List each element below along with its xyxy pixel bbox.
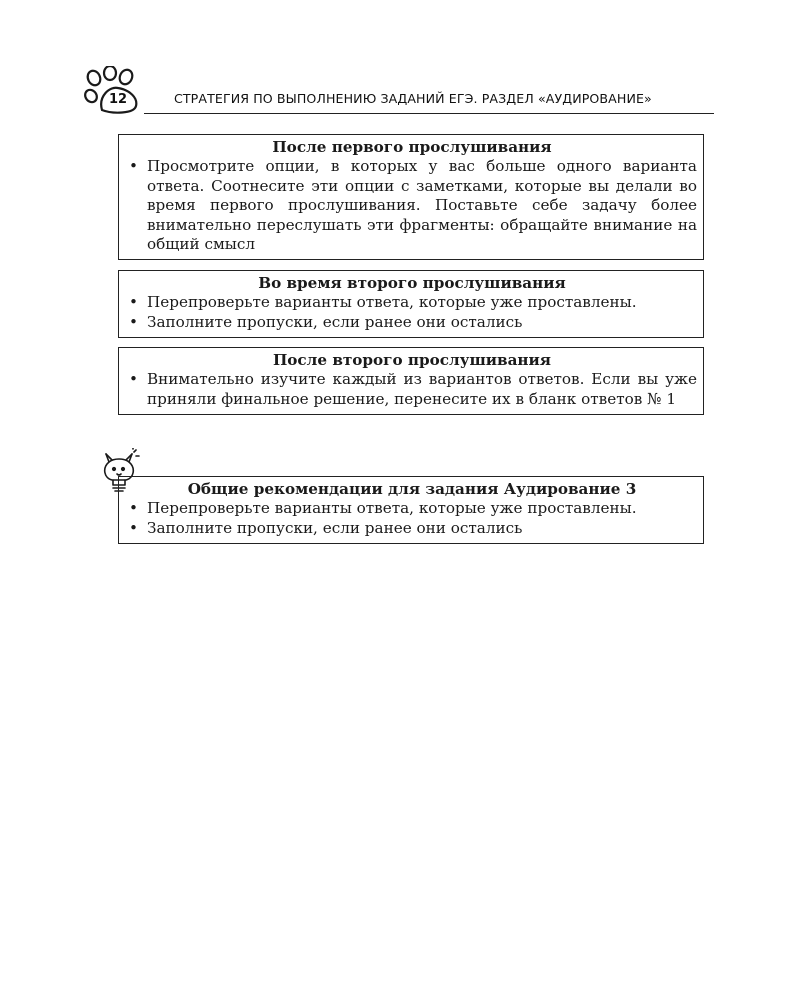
page-number: 12 xyxy=(108,92,128,107)
box-during-second-listening xyxy=(118,270,704,338)
box-title: Во время второго прослушивания xyxy=(258,274,566,292)
list-item: • Просмотрите опции, в которых у вас больше одного варианта ответа. Соотнесите эти опции с заметками, которые вы делали во время первого прослушивания. Поставьте себе задачу более внимательно переслушать эти фрагменты: обращайте внимание на общий смысл xyxy=(127,157,697,254)
page-header xyxy=(82,66,714,114)
box-after-second-listening xyxy=(118,347,704,415)
header-rule xyxy=(144,113,714,114)
box-list xyxy=(127,157,697,254)
box-list xyxy=(127,499,697,538)
box-title: После второго прослушивания xyxy=(272,351,552,369)
box-title: После первого прослушивания xyxy=(272,138,552,156)
box-list xyxy=(127,370,697,409)
list-item: • Заполните пропуски, если ранее они остались xyxy=(127,519,697,538)
box-general-recommendations xyxy=(118,476,704,544)
paw-print-icon xyxy=(82,66,144,116)
box-title: Общие рекомендации для задания Аудирование 3 xyxy=(187,480,637,498)
list-item: • Внимательно изучите каждый из вариантов ответов. Если вы уже приняли финальное решение, перенесите их в бланк ответов № 1 xyxy=(127,370,697,409)
box-list xyxy=(127,293,697,332)
list-item: • Перепроверьте варианты ответа, которые уже проставлены. xyxy=(127,499,697,518)
list-item: • Перепроверьте варианты ответа, которые уже проставлены. xyxy=(127,293,697,312)
list-item: • Заполните пропуски, если ранее они остались xyxy=(127,313,697,332)
running-title: СТРАТЕГИЯ ПО ВЫПОЛНЕНИЮ ЗАДАНИЙ ЕГЭ. РАЗДЕЛ «АУДИРОВАНИЕ» xyxy=(174,91,652,106)
box-after-first-listening xyxy=(118,134,704,260)
